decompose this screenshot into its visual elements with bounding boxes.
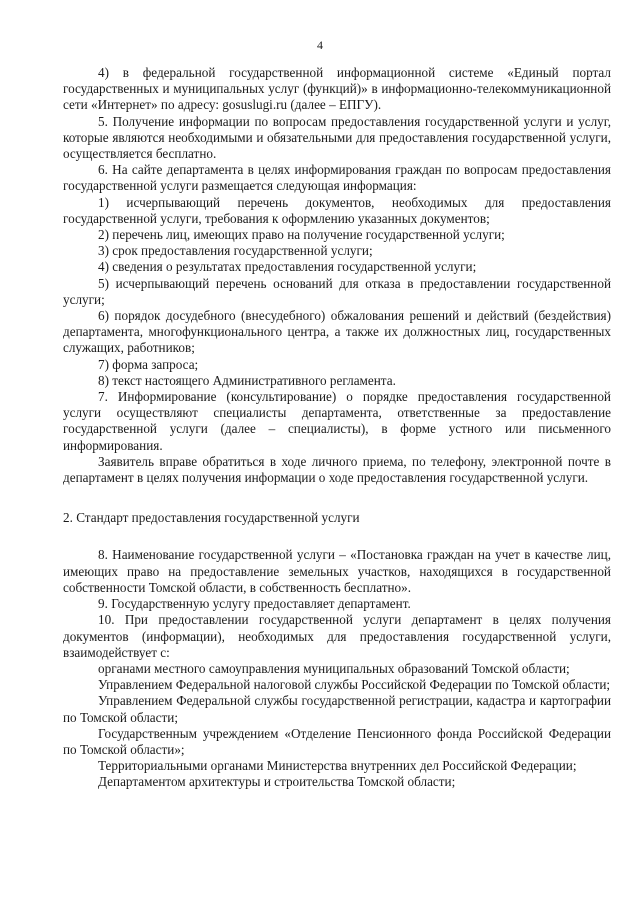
page-number: 4 <box>317 38 323 52</box>
org-item-pension-fund: Государственным учреждением «Отделение Пенсионного фонда Российской Федерации по Томской области»; <box>63 725 611 757</box>
org-item-local-government: органами местного самоуправления муниципальных образований Томской области; <box>98 660 570 676</box>
paragraph-8-service-name: 8. Наименование государственной услуги – «Постановка граждан на учет в качестве лиц, имеющих право на предоставление земельных участков, находящихся в государственной собственности Томской области, в собственность бесплатно». <box>63 547 611 595</box>
list-item-5-refusal-grounds: 5) исчерпывающий перечень оснований для отказа в предоставлении государственной услуги; <box>63 275 611 307</box>
org-item-tax-service: Управлением Федеральной налоговой службы Российской Федерации по Томской области; <box>98 677 611 693</box>
section-heading: 2. Стандарт предоставления государственной услуги <box>63 510 360 526</box>
org-item-architecture-department: Департаментом архитектуры и строительства Томской области; <box>98 774 456 790</box>
paragraph-7-consulting: 7. Информирование (консультирование) о порядке предоставления государственной услуги осуществляют специалисты департамента, ответственные за предоставление государственной услуги (далее – специалисты), в форме устного или письменного информирования. <box>63 389 611 453</box>
list-item-6-appeal-procedure: 6) порядок досудебного (внесудебного) обжалования решений и действий (бездействия) департамента, многофункционального центра, а также их должностных лиц, государственных служащих, работников; <box>63 308 611 356</box>
paragraph-9-provider: 9. Государственную услугу предоставляет департамент. <box>98 596 411 612</box>
paragraph-applicant-request: Заявитель вправе обратиться в ходе личного приема, по телефону, электронной почте в департамент в целях получения информации о ходе предоставления государственной услуги. <box>63 453 611 486</box>
list-item-1-documents: 1) исчерпывающий перечень документов, необходимых для предоставления государственной услуги, требования к оформлению указанных документов; <box>63 194 611 226</box>
list-item-7-request-form: 7) форма запроса; <box>98 356 199 372</box>
list-item-4-results: 4) сведения о результатах предоставления государственной услуги; <box>98 259 477 275</box>
org-item-interior-ministry: Территориальными органами Министерства внутренних дел Российской Федерации; <box>98 758 577 774</box>
paragraph-6-website-info: 6. На сайте департамента в целях информирования граждан по вопросам предоставления государственной услуги размещается следующая информация: <box>63 162 611 194</box>
paragraph-10-interaction: 10. При предоставлении государственной услуги департамент в целях получения документов (информации), необходимых для предоставления государственной услуги, взаимодействует с: <box>63 612 611 660</box>
document-body <box>63 65 611 791</box>
paragraph-5-free-information: 5. Получение информации по вопросам предоставления государственной услуги и услуг, которые являются необходимыми и обязательными для предоставления государственной услуги, осуществляется бесплатно. <box>63 113 611 162</box>
paragraph-item-4-epgu: 4) в федеральной государственной информационной системе «Единый портал государственных и муниципальных услуг (функций)» в информационно-телекоммуникационной сети «Интернет» по адресу: gosuslugi.ru (далее – ЕПГУ). <box>63 65 611 113</box>
list-item-3-term: 3) срок предоставления государственной услуги; <box>98 243 373 259</box>
org-item-rosreestr: Управлением Федеральной службы государственной регистрации, кадастра и картографии по Томской области; <box>63 693 611 725</box>
list-item-2-persons: 2) перечень лиц, имеющих право на получение государственной услуги; <box>98 227 505 243</box>
list-item-8-regulation-text: 8) текст настоящего Административного регламента. <box>98 372 396 388</box>
